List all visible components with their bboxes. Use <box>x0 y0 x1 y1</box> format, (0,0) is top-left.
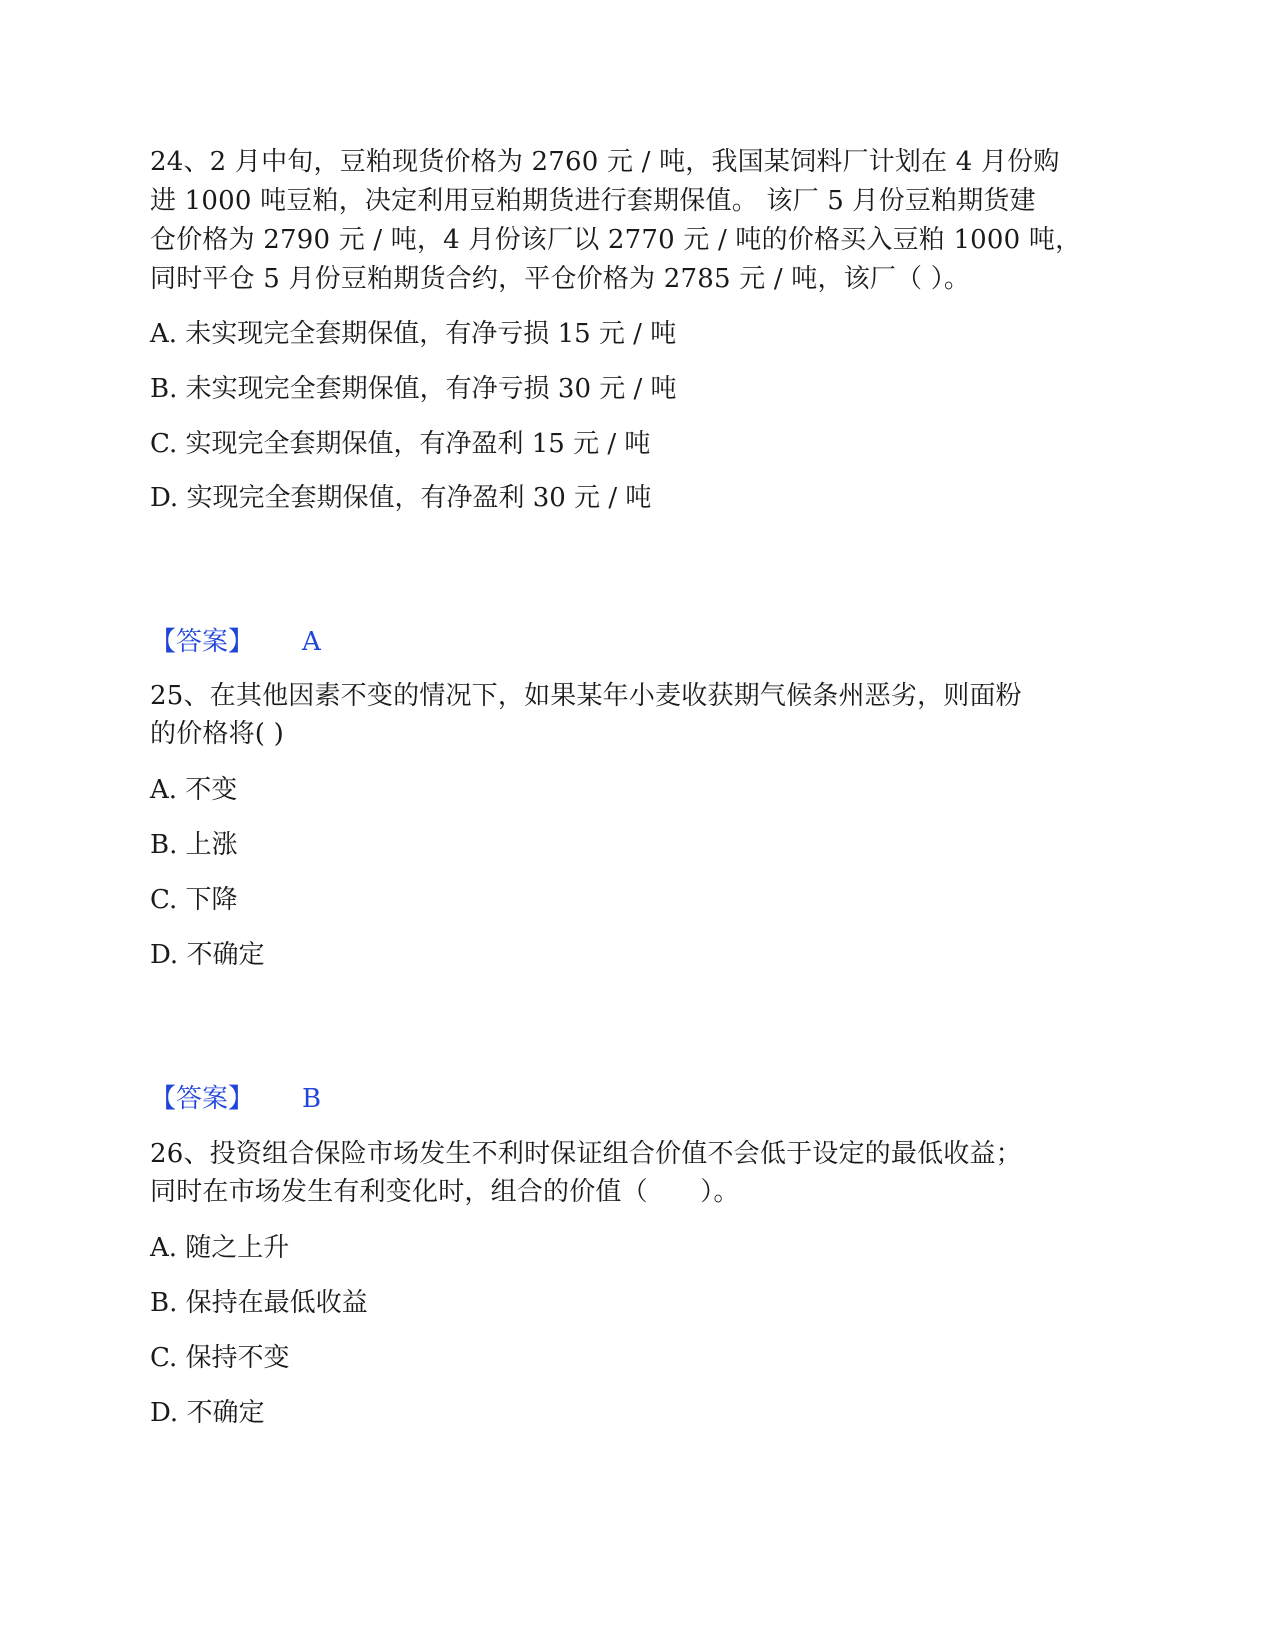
answer-25 <box>150 1079 321 1119</box>
question-25-option-c: C. 下降 <box>150 885 238 915</box>
question-25-option-a: A. 不变 <box>150 775 238 805</box>
question-26-option-d: D. 不确定 <box>150 1398 265 1428</box>
question-25-option-b: B. 上涨 <box>150 830 238 860</box>
question-26-line-1: 26、投资组合保险市场发生不利时保证组合价值不会低于设定的最低收益； <box>150 1139 1022 1169</box>
question-24-line-2: 进 1000 吨豆粕，决定利用豆粕期货进行套期保值。 该厂 5 月份豆粕期货建 <box>150 186 1036 216</box>
question-24-line-1: 24、2 月中旬，豆粕现货价格为 2760 元 / 吨，我国某饲料厂计划在 4 月份购 <box>150 147 1060 177</box>
answer-24 <box>150 622 321 662</box>
question-25-option-d: D. 不确定 <box>150 940 265 970</box>
question-24-option-d: D. 实现完全套期保值，有净盈利 30 元 / 吨 <box>150 483 652 513</box>
question-24-line-3: 仓价格为 2790 元 / 吨，4 月份该厂以 2770 元 / 吨的价格买入豆粕 1000 吨， <box>150 225 1082 255</box>
question-24-option-c: C. 实现完全套期保值，有净盈利 15 元 / 吨 <box>150 429 651 459</box>
question-25-line-1: 25、在其他因素不变的情况下，如果某年小麦收获期气候条州恶劣，则面粉 <box>150 681 1022 711</box>
question-24-line-4: 同时平仓 5 月份豆粕期货合约，平仓价格为 2785 元 / 吨，该厂（ ）。 <box>150 264 971 294</box>
question-26-option-b: B. 保持在最低收益 <box>150 1288 368 1318</box>
answer-25-label: 【答案】 <box>150 1084 255 1114</box>
question-24-option-a: A. 未实现完全套期保值，有净亏损 15 元 / 吨 <box>150 319 677 349</box>
question-25-line-2: 的价格将( ) <box>150 719 284 749</box>
answer-24-value: A <box>302 627 321 657</box>
question-26-option-a: A. 随之上升 <box>150 1233 290 1263</box>
question-24-option-b: B. 未实现完全套期保值，有净亏损 30 元 / 吨 <box>150 374 677 404</box>
question-26-option-c: C. 保持不变 <box>150 1343 290 1373</box>
answer-25-value: B <box>302 1084 322 1114</box>
answer-24-label: 【答案】 <box>150 627 255 657</box>
question-26-line-2: 同时在市场发生有利变化时，组合的价值（ ）。 <box>150 1177 740 1207</box>
